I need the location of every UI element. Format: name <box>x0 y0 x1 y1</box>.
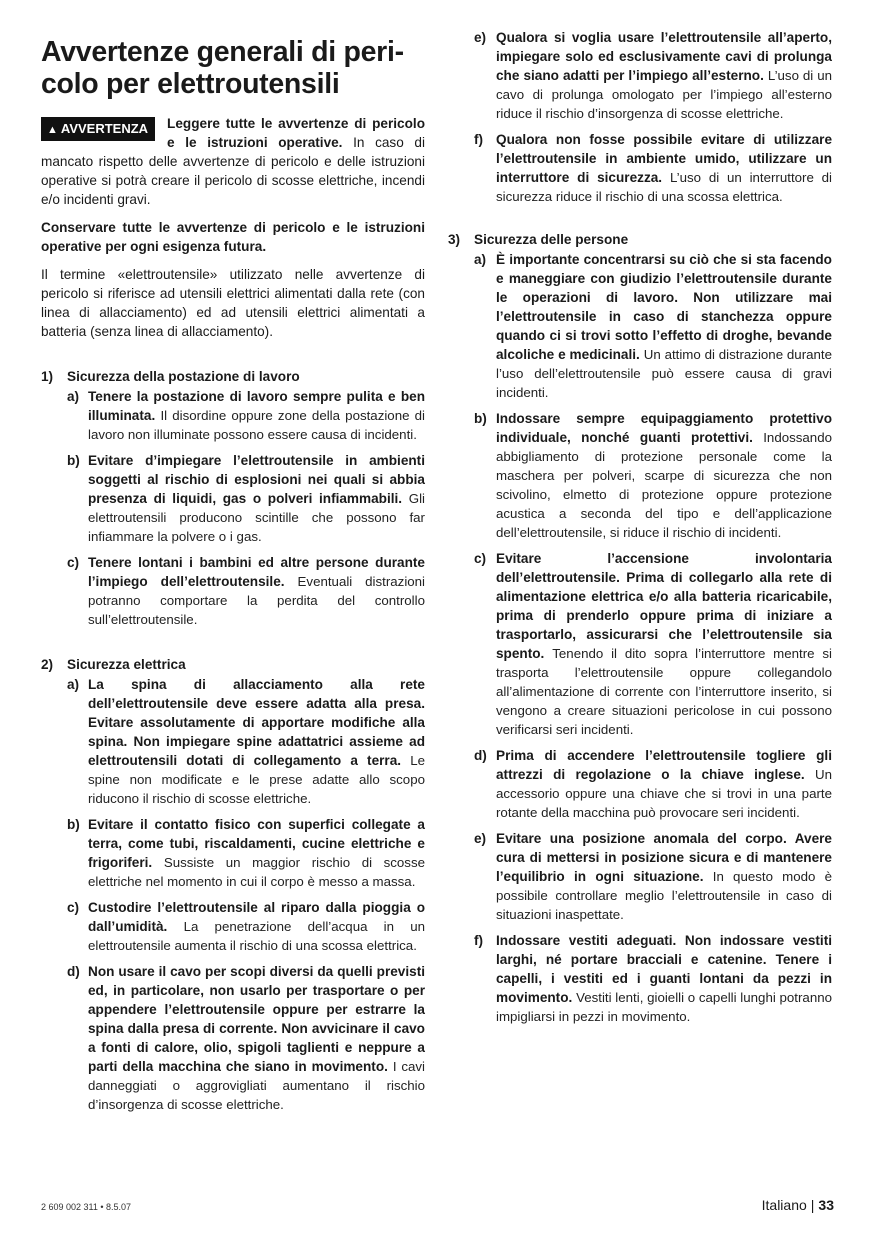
list-item: b) Evitare d’impiegare l’elettroutensile in ambienti soggetti al rischio di esplosioni nei quali si abbia presenza di liquidi, gas o polveri infiammabili. Gli elettroutensili producono scintille che possono far infiammare la polvere o i gas. <box>67 453 426 544</box>
list-item: e) Qualora si voglia usare l’elettroutensile all’aperto, impiegare solo ed esclusivamente cavi di prolunga che siano adatti per l’impiego all’esterno. L’uso di un cavo di prolunga omologato per l’impiego all’esterno riduce il rischio d’insorgenza di scosse elettriche. <box>474 30 832 121</box>
title-line-2: colo per elettroutensili <box>41 68 340 100</box>
list-item: c) Custodire l’elettroutensile al riparo dalla pioggia o dall’umidità. La penetrazione dell’acqua in un elettroutensile aumenta il rischio di una scossa elettrica. <box>67 900 425 953</box>
section-workplace-safety <box>41 367 425 629</box>
list-item: d) Non usare il cavo per scopi diversi da quelli previsti ed, in particolare, non usarlo per trasportare o per appendere l’elettroutensile oppure per estrarre la spina dalla presa di corrente. Non avvicinare il cavo a fonti di calore, olio, spigoli taglienti e neppure a parti della macchina che siano in movimento. I cavi danneggiati o aggrovigliati aumentano il rischio d’insorgenza di scosse elettriche. <box>67 964 425 1112</box>
list-item: f) Qualora non fosse possibile evitare di utilizzare l’elettroutensile in ambiente umido, utilizzare un interruttore di sicurezza. L’uso di un interruttore di sicurezza riduce il rischio di una scossa elettrica. <box>474 132 833 204</box>
list-item: a) Tenere la postazione di lavoro sempre pulita e ben illuminata. Il disordine oppure zone della postazione di lavoro non illuminate possono essere causa di incidenti. <box>67 389 425 442</box>
list-item: b) Evitare il contatto fisico con superfici collegate a terra, come tubi, riscaldamenti, cucine elettriche e frigoriferi. Sussiste un maggior rischio di scosse elettriche nel momento in cui il corpo è messo a massa. <box>67 817 425 889</box>
intro-paragraph <box>41 114 425 209</box>
warning-triangle-icon: ▲ <box>47 124 58 136</box>
left-column <box>41 28 425 1121</box>
section-title: 3) Sicurezza delle persone <box>448 232 629 247</box>
intro-rest: In caso di mancato rispetto delle avvertenze di pericolo e delle istruzioni operative si potrà creare il pericolo di scosse elettriche, incendi e/o incidenti gravi. <box>41 135 425 207</box>
intro-bold: Leggere tutte le avvertenze di pericolo e le istruzioni operative. <box>167 116 425 150</box>
list-item: a) La spina di allacciamento alla rete dell’elettroutensile deve essere adatta alla presa. Evitare assolutamente di apportare modifiche alla spina. Non impiegare spine adattatrici assieme ad elettroutensili dotati di collegamento a terra. Le spine non modificate e le prese adatte allo scopo riducono il rischio di scosse elettriche. <box>67 677 425 806</box>
term-paragraph: Il termine «elettroutensile» utilizzato nelle avvertenze di pericolo si riferisce ad utensili elettrici alimentati dalla rete (con linea di allacciamento) ed ad utensili elettrici alimentati a batteria (senza linea di allacciamento). <box>41 267 425 339</box>
list-item: c) Evitare l’accensione involontaria dell’elettroutensile. Prima di collegarlo alla rete di alimentazione elettrica e/o alla batteria ricaricabile, prima di prenderlo oppure prima di iniziare a trasportarlo, assicurarsi che l’elettroutensile sia spento. Tenendo il dito sopra l’interruttore mentre si trasporta l’elettroutensile oppure collegandolo all’alimentazione di corrente con l’interruttore inserito, si vengono a creare situazioni pericolose in cui possono verificarsi seri incidenti. <box>474 551 832 737</box>
list-item: c) Tenere lontani i bambini ed altre persone durante l’impiego dell’elettroutensile. Eventuali distrazioni potranno comportare la perdita del controllo sull’elettroutensile. <box>67 555 426 627</box>
section-electrical-safety <box>41 655 425 1114</box>
title-line-1: Avvertenze generali di peri- <box>41 36 404 68</box>
list-item: a) È importante concentrarsi su ciò che si sta facendo e maneggiare con giudizio l’elettroutensile durante le operazioni di lavoro. Non utilizzare mai l’elettroutensile in caso di stanchezza oppure quando ci si trovi sotto l’effetto di droghe, bevande alcoliche e medicinali. Un attimo di distrazione durante l’uso dell’elettroutensile può essere causa di gravi incidenti. <box>474 252 833 400</box>
list-item: e) Evitare una posizione anomala del corpo. Avere cura di mettersi in posizione sicura e di mantenere l’equilibrio in ogni situazione. In questo modo è possibile controllare meglio l’elettroutensile in caso di situazioni inaspettate. <box>474 831 832 922</box>
keep-instructions: Conservare tutte le avvertenze di pericolo e le istruzioni operative per ogni esigenza futura. <box>41 220 425 254</box>
page-title <box>41 36 425 100</box>
footer-doc-number: 2 609 002 311 • 8.5.07 <box>41 1202 132 1212</box>
page-number: 33 <box>818 1197 834 1213</box>
warning-label: AVVERTENZA <box>60 121 149 136</box>
section-title: 1) Sicurezza della postazione di lavoro <box>41 369 300 384</box>
section-title: 2) Sicurezza elettrica <box>41 657 186 672</box>
right-column <box>448 28 832 1033</box>
list-item: b) Indossare sempre equipaggiamento protettivo individuale, nonché guanti protettivi. Indossando abbigliamento di protezione personale come la maschera per polveri, scarpe di sicurezza che non scivolino, elmetto di protezione oppure protezione acustica a seconda del tipo e dell’applicazione dell’elettroutensile, si riduce il rischio di incidenti. <box>474 411 832 540</box>
list-item: f) Indossare vestiti adeguati. Non indossare vestiti larghi, né portare bracciali e catenine. Tenere i capelli, i vestiti ed i guanti lontani da pezzi in movimento. Vestiti lenti, gioielli o capelli lunghi potranno impigliarsi in pezzi in movimento. <box>474 933 833 1024</box>
footer-language: Italiano <box>761 1197 807 1213</box>
warning-badge <box>41 117 155 141</box>
footer-page-info <box>762 1197 834 1213</box>
footer-separator: | <box>810 1197 815 1213</box>
list-item: d) Prima di accendere l’elettroutensile togliere gli attrezzi di regolazione o la chiave inglese. Un accessorio oppure una chiave che si trovi in una parte rotante della macchina può provocare seri incidenti. <box>474 748 832 820</box>
section-personal-safety <box>448 230 832 1026</box>
